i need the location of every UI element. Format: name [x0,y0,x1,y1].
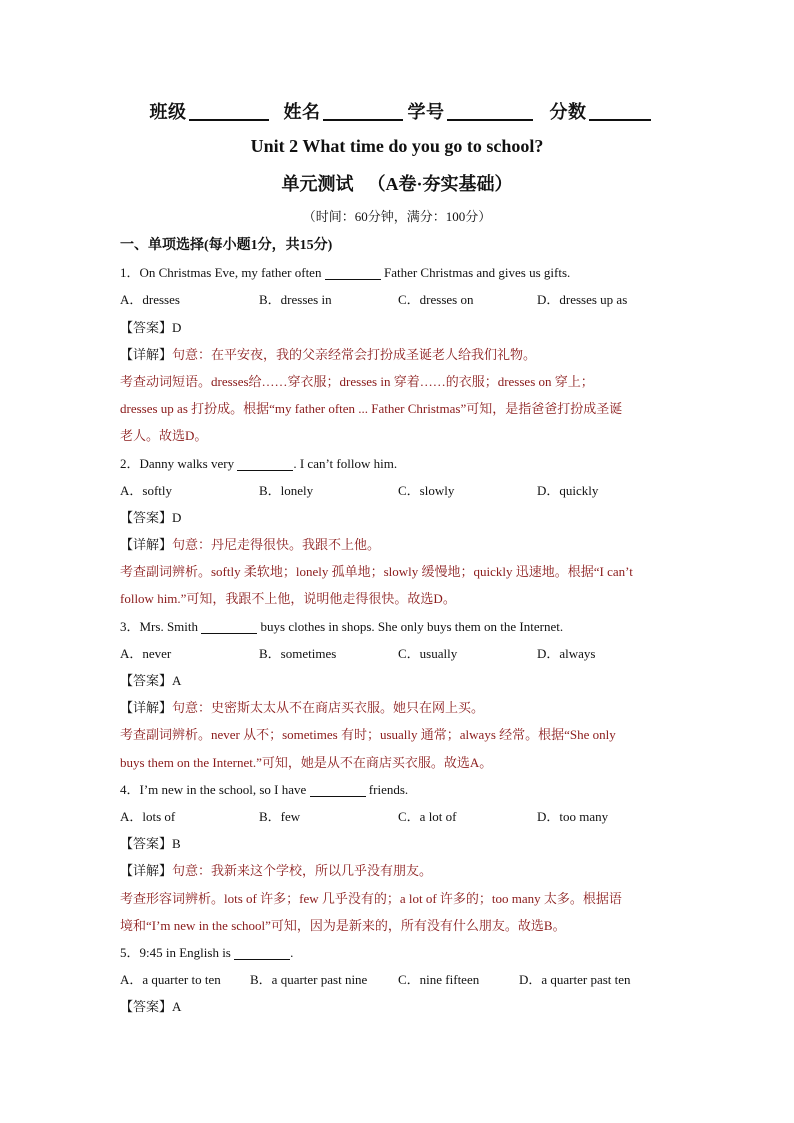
score-field[interactable] [550,98,651,124]
question-stem: 5．9:45 in English is . [120,944,294,960]
option-a[interactable]: A．never [120,645,172,661]
student-no-field[interactable] [408,98,533,124]
answer-blank[interactable] [325,265,381,280]
answer-line: 【答案】A [120,673,182,688]
explanation-line: 【详解】句意：我新来这个学校，所以几乎没有朋友。 [120,863,433,879]
option-b[interactable]: B．dresses in [259,292,332,308]
option-a[interactable]: A．a quarter to ten [120,972,221,988]
option-b[interactable]: B．few [259,808,301,824]
answer-value: D [172,319,182,335]
class-blank[interactable] [189,118,269,121]
answer-blank[interactable] [234,945,290,960]
option-b[interactable]: B．sometimes [259,645,337,661]
options-row [120,803,680,830]
unit-title: Unit 2 What time do you go to school? [250,136,544,156]
options-row [120,477,680,504]
explanation-line: 考查动词短语。dresses给……穿衣服；dresses in 穿着……的衣服；dresses on 穿上； [120,373,594,389]
options-row [120,640,680,667]
option-b[interactable]: B．a quarter past nine [250,972,368,988]
answer-value: A [172,999,182,1015]
option-d[interactable]: D．dresses up as [537,292,628,308]
explanation-line: 考查副词辨析。softly 柔软地；lonely 孤单地；slowly 缓慢地；quickly 迅速地。根据“I can’t [120,564,633,580]
explanation-line: 【详解】句意：史密斯太太从不在商店买衣服。她只在网上买。 [120,700,485,716]
options-row [120,286,680,313]
option-c[interactable]: C．nine fifteen [398,972,480,988]
subtitle-main: 单元测试 [281,174,354,194]
subtitle-paren: （A卷·夯实基础） [367,174,513,194]
answer-value: A [172,673,182,688]
option-d[interactable]: D．too many [537,808,609,824]
question-content [120,232,680,1020]
options-row [120,966,680,993]
answer-blank[interactable] [237,456,293,471]
explanation-line: 考查副词辨析。never 从不；sometimes 有时；usually 通常；always 经常。根据“She only [120,727,616,743]
explanation-line: buys them on the Internet.”可知，她是从不在商店买衣服。故选A。 [120,754,493,770]
student-no-label: 学号 [407,102,445,122]
option-c[interactable]: C．slowly [398,482,455,498]
explanation-line: 【详解】句意：丹尼走得很快。我跟不上他。 [120,537,381,553]
score-blank[interactable] [589,118,651,121]
name-label: 姓名 [283,102,321,122]
explanation-line: 境和“I’m new in the school”可知，因为是新来的，所有没有什么朋友。故选B。 [120,917,566,933]
option-d[interactable]: D．a quarter past ten [519,972,631,988]
explanation-line: follow him.”可知，我跟不上他，说明他走得很快。故选D。 [120,591,456,607]
answer-line: 【答案】B [120,836,181,852]
section-title: 一、单项选择(每小题1分，共15分) [120,238,333,253]
answer-line: 【答案】D [120,319,182,335]
option-a[interactable]: A．softly [120,482,173,498]
option-c[interactable]: C．a lot of [398,808,457,824]
question-stem: 2．Danny walks very . I can’t follow him. [120,455,398,471]
option-d[interactable]: D．always [537,645,596,661]
explanation-line: 老人。故选D。 [120,428,208,444]
option-c[interactable]: C．dresses on [398,292,474,308]
answer-blank[interactable] [201,619,257,634]
question-stem: 1．On Christmas Eve, my father often Father Christmas and gives us gifts. [120,265,571,281]
option-b[interactable]: B．lonely [259,482,314,498]
class-field[interactable] [150,98,269,124]
option-a[interactable]: A．lots of [120,808,176,824]
explanation-line: 【详解】句意：在平安夜，我的父亲经常会打扮成圣诞老人给我们礼物。 [120,346,537,362]
time-note: （时间：60分钟，满分：100分） [302,209,492,224]
student-no-blank[interactable] [447,118,533,121]
name-blank[interactable] [323,118,403,121]
question-stem: 3．Mrs. Smith buys clothes in shops. She only buys them on the Internet. [120,618,564,634]
answer-value: D [172,509,182,525]
score-label: 分数 [549,102,587,122]
student-info-header [0,98,794,124]
explanation-line: 考查形容词辨析。lots of 许多；few 几乎没有的；a lot of 许多的；too many 太多。根据语 [120,890,622,906]
option-a[interactable]: A．dresses [120,292,180,308]
explanation-line: dresses up as 打扮成。根据“my father often ... Father Christmas”可知，是指爸爸打扮成圣诞 [120,401,623,417]
option-c[interactable]: C．usually [398,645,458,661]
answer-line: 【答案】D [120,509,182,525]
test-subtitle [0,170,794,196]
name-field[interactable] [284,98,403,124]
answer-line: 【答案】A [120,999,182,1015]
answer-blank[interactable] [310,782,366,797]
class-label: 班级 [149,102,187,122]
answer-value: B [172,836,181,852]
option-d[interactable]: D．quickly [537,482,599,498]
question-stem: 4．I’m new in the school, so I have friends. [120,781,409,797]
